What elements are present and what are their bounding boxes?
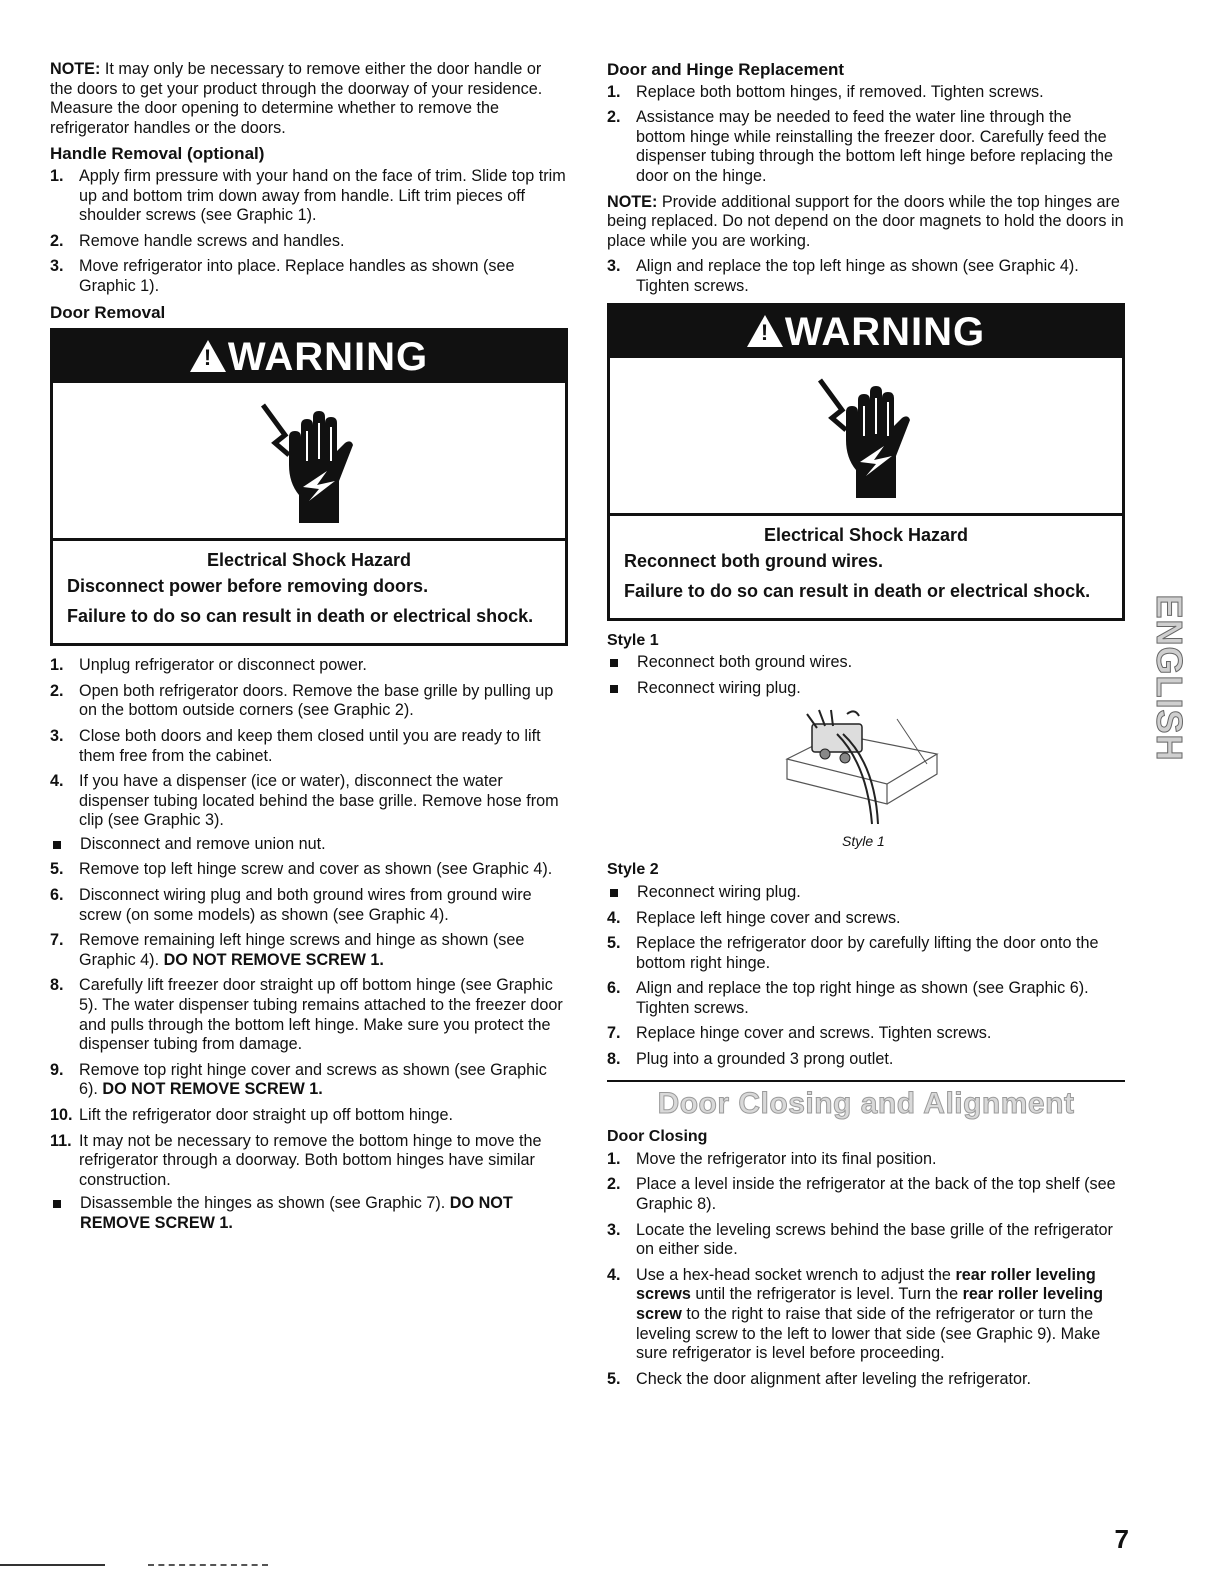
step-emphasis: DO NOT REMOVE SCREW 1. (163, 950, 384, 969)
step-number: 3. (607, 257, 621, 276)
note-text: It may only be necessary to remove either the door handle or the doors to get your product through the doorway of your residence. Measure the door opening to determine whether to remove the refrigerator handles or the doors. (50, 60, 543, 137)
step-text: Assistance may be needed to feed the water line through the bottom hinge while reinstalling the freezer door. Carefully feed the dispenser tubing through the bottom left hinge before replacing the door on the hinge. (636, 108, 1113, 185)
step-number: 8. (50, 976, 64, 995)
warning-triangle-icon: ! (190, 340, 226, 372)
step-text: Align and replace the top right hinge as shown (see Graphic 6). Tighten screws. (636, 979, 1089, 1017)
step-text: Remove top left hinge screw and cover as shown (see Graphic 4). (79, 860, 553, 879)
list-item (607, 909, 1125, 929)
step-number: 7. (607, 1024, 621, 1043)
step-emphasis: DO NOT REMOVE SCREW 1. (102, 1080, 323, 1099)
step-emphasis: rear roller leveling screws (636, 1265, 1096, 1304)
step-text: If you have a dispenser (ice or water), disconnect the water dispenser tubing located behind the base grille. Remove hose from clip (see Graphic 3). (79, 772, 559, 830)
list-item (607, 1050, 1125, 1070)
list-item (50, 886, 568, 925)
door-removal-steps (50, 656, 568, 1233)
footer-rule (0, 1564, 105, 1566)
electric-shock-hand-icon (816, 366, 916, 506)
warning-line-2: Failure to do so can result in death or electrical shock. (67, 606, 534, 627)
step-text: Locate the leveling screws behind the base grille of the refrigerator on either side. (636, 1220, 1113, 1259)
step-number: 2. (607, 1175, 621, 1194)
step-text: Lift the refrigerator door straight up off bottom hinge. (79, 1106, 454, 1124)
sub-bullets (50, 835, 568, 855)
style-2-bullets (607, 883, 1125, 903)
step-number: 1. (50, 656, 64, 675)
warning-hazard-title: Electrical Shock Hazard (206, 550, 412, 571)
language-side-tab (1149, 568, 1190, 788)
list-item (607, 934, 1125, 973)
shock-hazard-pictogram (53, 383, 565, 541)
step-text: Align and replace the top left hinge as shown (see Graphic 4). Tighten screws. (636, 257, 1079, 295)
step-text: to the right to raise that side of the refrigerator or turn the leveling screw to the left to lower that side (see Graphic 9). Make sure refrigerator is level before proceeding. (636, 1305, 1101, 1363)
step-number: 6. (607, 979, 621, 998)
list-item (607, 1024, 1125, 1044)
step-text: until the refrigerator is level. Turn the (690, 1285, 963, 1304)
step-text: Check the door alignment after leveling the refrigerator. (636, 1369, 1032, 1388)
step-text: Remove remaining left hinge screws and hinge as shown (see Graphic 4). (79, 931, 525, 969)
list-item (607, 1175, 1125, 1214)
step-text: Unplug refrigerator or disconnect power. (79, 656, 367, 675)
step-text: Move the refrigerator into its final position. (636, 1149, 937, 1168)
list-item (50, 860, 568, 880)
step-text: Replace left hinge cover and screws. (636, 908, 901, 927)
warning-line-1: Reconnect both ground wires. (624, 550, 884, 571)
list-item (50, 232, 568, 252)
replacement-steps-final (607, 909, 1125, 1070)
list-item (607, 1221, 1125, 1260)
step-number: 4. (607, 1265, 621, 1284)
list-item (50, 976, 568, 1054)
section-divider (607, 1080, 1125, 1082)
style-1-heading: Style 1 (607, 631, 659, 649)
footer-rule-dashed (148, 1564, 268, 1566)
note-paragraph (50, 60, 568, 138)
list-item (607, 257, 1125, 296)
step-text: Place a level inside the refrigerator at the back of the top shelf (see Graphic 8). (636, 1175, 1116, 1214)
note-paragraph (607, 193, 1125, 252)
step-text: Carefully lift freezer door straight up off bottom hinge (see Graphic 5). The water dispenser tubing remains attached to the freezer door and pulls through the bottom left hinge. Make sure you protect the dispenser tubing from damage. (79, 976, 563, 1054)
step-number: 4. (50, 772, 64, 791)
step-text: Close both doors and keep them closed until you are ready to lift them free from the cabinet. (79, 726, 541, 765)
style-2-heading: Style 2 (607, 861, 659, 879)
step-text: Remove top right hinge cover and screws as shown (see Graphic 6). (79, 1060, 547, 1099)
side-tab-label: ENGLISH (1149, 594, 1190, 762)
step-number: 8. (607, 1050, 621, 1069)
step-number: 2. (50, 231, 64, 250)
door-removal-heading: Door Removal (50, 302, 166, 322)
step-number: 9. (50, 1060, 64, 1079)
step-text: Move refrigerator into place. Replace handles as shown (see Graphic 1). (79, 257, 515, 295)
step-text: Plug into a grounded 3 prong outlet. (636, 1050, 894, 1069)
list-item (607, 108, 1125, 186)
left-column (50, 60, 568, 1240)
list-item (607, 1370, 1125, 1390)
step-text: Open both refrigerator doors. Remove the base grille by pulling up on the bottom outside corners (see Graphic 2). (79, 681, 554, 720)
list-item (50, 656, 568, 676)
bullet-item: Reconnect both ground wires. (607, 653, 1125, 673)
door-closing-steps (607, 1150, 1125, 1390)
list-item (50, 257, 568, 296)
step-text: It may not be necessary to remove the bottom hinge to move the refrigerator through a doorway. Both bottom hinges have similar construction. (79, 1131, 542, 1189)
step-emphasis: rear roller leveling screw (636, 1285, 1103, 1323)
handle-removal-steps (50, 167, 568, 297)
warning-body (53, 541, 565, 643)
list-item (50, 1106, 568, 1126)
bullet-emphasis: DO NOT REMOVE SCREW 1. (80, 1194, 513, 1232)
sub-bullets (50, 1194, 568, 1233)
step-number: 3. (607, 1220, 621, 1239)
bullet-text: Disassemble the hinges as shown (see Graphic 7). (80, 1194, 450, 1213)
replacement-steps (607, 83, 1125, 187)
bullet-item (50, 1194, 568, 1233)
step-text: Apply firm pressure with your hand on the face of trim. Slide top trim up and bottom trim down away from handle. Lift trim pieces off shoulder screws (see Graphic 1). (79, 166, 566, 225)
warning-line-2: Failure to do so can result in death or electrical shock. (624, 580, 1091, 601)
step-number: 1. (607, 1149, 621, 1168)
step-number: 5. (50, 860, 64, 879)
wiring-plug-illustration-icon (777, 704, 957, 829)
style-1-bullets (607, 653, 1125, 698)
step-number: 2. (50, 681, 64, 700)
step-text: Replace the refrigerator door by carefully lifting the door onto the bottom right hinge. (636, 934, 1099, 972)
style-1-figure (607, 704, 1125, 854)
step-number: 3. (50, 257, 64, 276)
bullet-item: Disconnect and remove union nut. (50, 835, 568, 855)
list-item (50, 772, 568, 854)
warning-box (607, 303, 1125, 621)
warning-header (610, 306, 1122, 358)
bullet-item: Reconnect wiring plug. (607, 679, 1125, 699)
door-hinge-replacement-heading: Door and Hinge Replacement (607, 60, 845, 79)
step-number: 3. (50, 726, 64, 745)
warning-triangle-icon: ! (747, 315, 783, 347)
figure-caption: Style 1 (842, 833, 885, 850)
warning-label: WARNING (784, 309, 986, 354)
step-text: Disconnect wiring plug and both ground wires from ground wire screw (on some models) as shown (see Graphic 4). (79, 886, 532, 924)
door-closing-heading: Door Closing (607, 1128, 708, 1146)
note-label: NOTE: (607, 192, 658, 211)
warning-header (53, 331, 565, 383)
step-number: 5. (607, 934, 621, 953)
step-number: 6. (50, 886, 64, 905)
step-number: 11. (50, 1131, 72, 1150)
list-item (50, 727, 568, 766)
step-text: Use a hex-head socket wrench to adjust the (636, 1265, 956, 1284)
replacement-steps-continued (607, 257, 1125, 296)
step-text: Remove handle screws and handles. (79, 231, 345, 250)
list-item (607, 1150, 1125, 1170)
step-number: 4. (607, 908, 621, 927)
step-number: 5. (607, 1369, 621, 1388)
warning-label: WARNING (227, 335, 429, 380)
handle-removal-heading: Handle Removal (optional) (50, 144, 265, 164)
note-text: Provide additional support for the doors while the top hinges are being replaced. Do not depend on the door magnets to hold the doors in place while you are working. (607, 192, 1124, 250)
step-text: Replace both bottom hinges, if removed. Tighten screws. (636, 82, 1044, 101)
warning-box (50, 328, 568, 646)
list-item (607, 83, 1125, 103)
bullet-item: Reconnect wiring plug. (607, 883, 1125, 903)
list-item (607, 1266, 1125, 1364)
right-column (607, 60, 1125, 1395)
page-number: 7 (1114, 1524, 1129, 1554)
warning-line-1: Disconnect power before removing doors. (67, 576, 429, 597)
step-number: 1. (607, 82, 621, 101)
electric-shock-hand-icon (259, 391, 359, 531)
shock-hazard-pictogram (610, 358, 1122, 516)
step-text: Replace hinge cover and screws. Tighten screws. (636, 1024, 992, 1043)
list-item (50, 931, 568, 970)
list-item (50, 1132, 568, 1234)
step-number: 1. (50, 166, 64, 185)
warning-body (610, 516, 1122, 618)
list-item (607, 979, 1125, 1018)
step-number: 7. (50, 931, 64, 950)
step-number: 2. (607, 108, 621, 127)
list-item (50, 682, 568, 721)
note-label: NOTE: (50, 60, 101, 78)
list-item (50, 1061, 568, 1100)
list-item (50, 167, 568, 226)
warning-hazard-title: Electrical Shock Hazard (763, 524, 969, 545)
section-title: Door Closing and Alignment (657, 1086, 1075, 1120)
step-number: 10. (50, 1106, 73, 1124)
